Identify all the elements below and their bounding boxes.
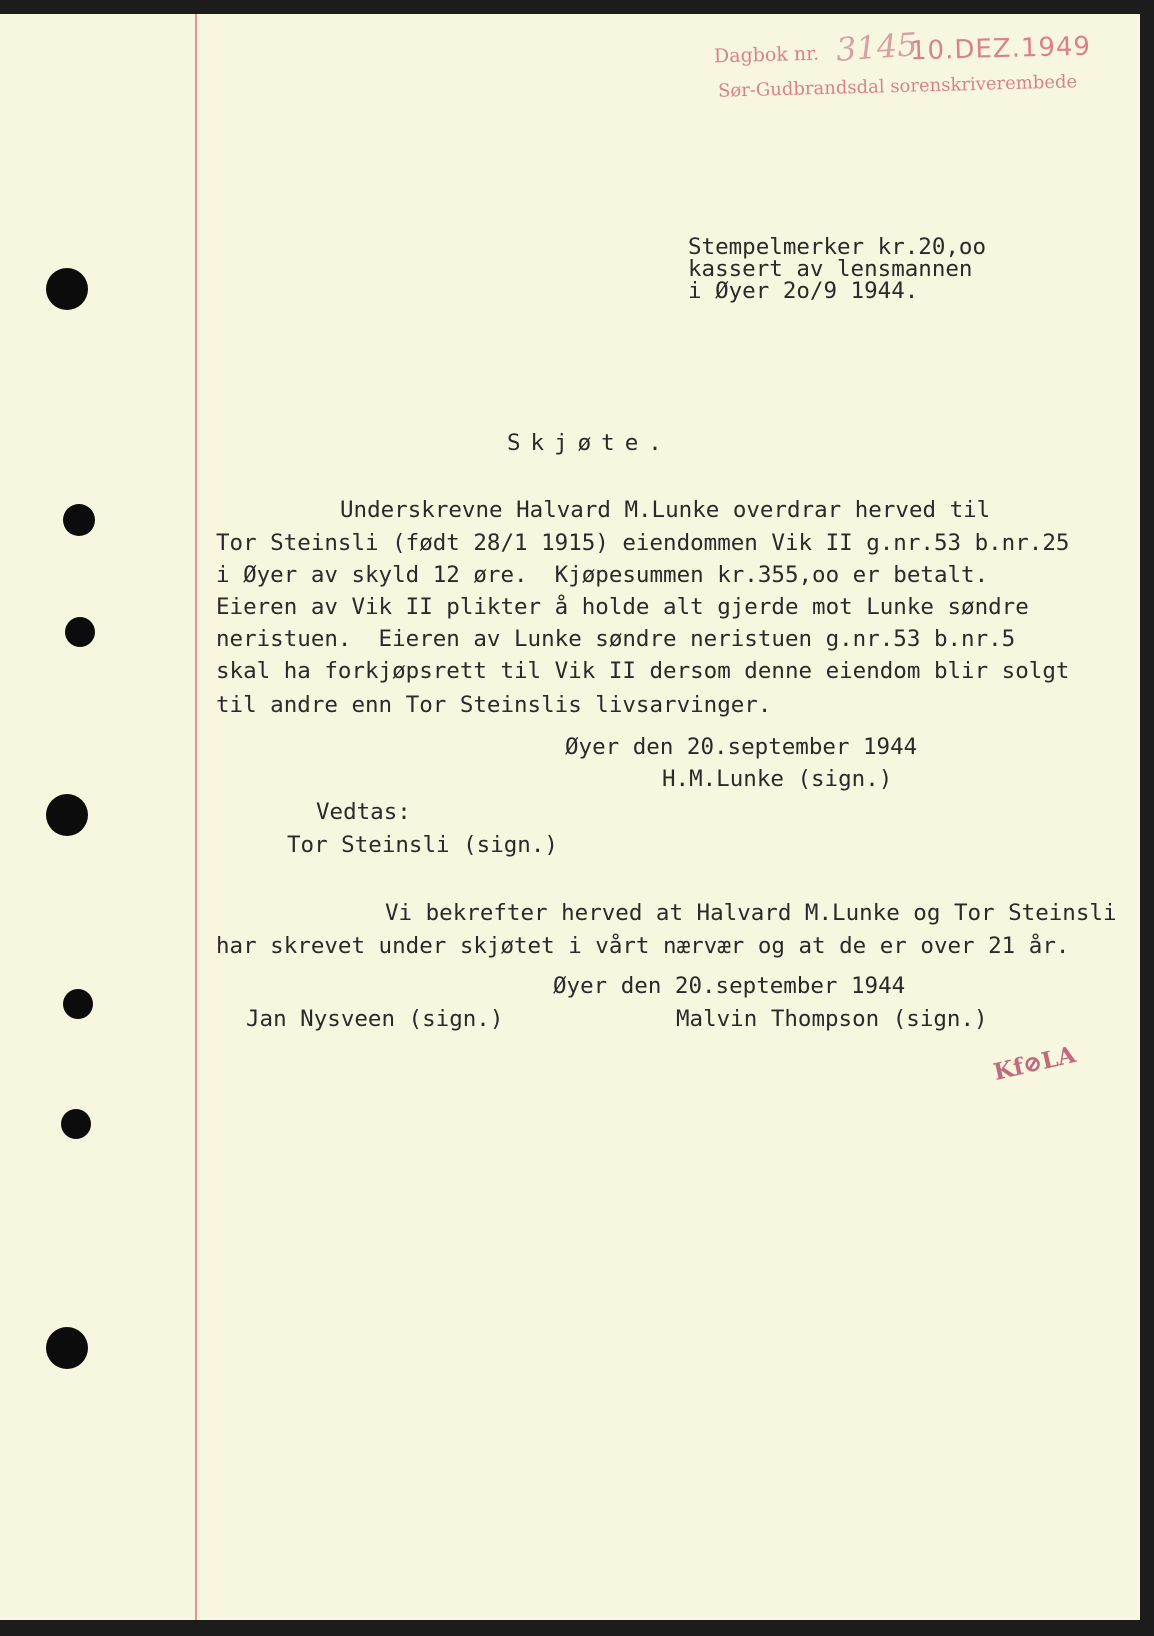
document-page: [0, 14, 1140, 1620]
stamp-journal-label: Dagbok nr.: [713, 42, 820, 68]
body-line: til andre enn Tor Steinslis livsarvinger.: [216, 692, 772, 718]
stamp-office-name: Sør-Gudbrandsdal sorenskriverembede: [717, 71, 1078, 102]
stamp-note-line: Stempelmerker kr.20,oo: [688, 234, 987, 260]
accepted-label: Vedtas:: [316, 799, 411, 825]
stamp-note-line: i Øyer 2o/9 1944.: [688, 278, 919, 304]
witness-line: har skrevet under skjøtet i vårt nærvær og at de er over 21 år.: [216, 933, 1070, 959]
stamp-date: 10.DEZ.1949: [909, 31, 1092, 67]
witness-line: Vi bekrefter herved at Halvard M.Lunke og Tor Steinsli: [385, 900, 1117, 926]
body-line: Tor Steinsli (født 28/1 1915) eiendommen Vik II g.nr.53 b.nr.25: [216, 530, 1070, 556]
punch-hole-icon: [65, 617, 95, 647]
punch-hole-icon: [46, 794, 88, 836]
witness-signature: Malvin Thompson (sign.): [676, 1006, 988, 1032]
body-line: skal ha forkjøpsrett til Vik II dersom denne eiendom blir solgt: [216, 658, 1070, 684]
seller-signature: H.M.Lunke (sign.): [662, 766, 893, 792]
punch-hole-icon: [61, 1109, 91, 1139]
punch-hole-icon: [46, 268, 88, 310]
witness-signature: Jan Nysveen (sign.): [246, 1006, 504, 1032]
punch-hole-icon: [63, 504, 95, 536]
red-margin-line: [195, 14, 197, 1620]
place-date: Øyer den 20.september 1944: [565, 734, 918, 760]
body-line: i Øyer av skyld 12 øre. Kjøpesummen kr.355,oo er betalt.: [216, 562, 989, 588]
punch-hole-icon: [46, 1327, 88, 1369]
stamp-note-line: kassert av lensmannen: [688, 256, 973, 282]
buyer-signature: Tor Steinsli (sign.): [287, 832, 558, 858]
punch-hole-icon: [63, 989, 93, 1019]
document-title: Skjøte.: [507, 430, 672, 456]
body-line: Eieren av Vik II plikter å holde alt gjerde mot Lunke søndre: [216, 594, 1029, 620]
place-date: Øyer den 20.september 1944: [553, 973, 906, 999]
body-line: neristuen. Eieren av Lunke søndre neristuen g.nr.53 b.nr.5: [216, 626, 1016, 652]
margin-stamp-mark: Kf⊘LA: [991, 1040, 1079, 1087]
body-line: Underskrevne Halvard M.Lunke overdrar herved til: [340, 497, 991, 523]
stamp-journal-number: 3145: [834, 25, 919, 69]
